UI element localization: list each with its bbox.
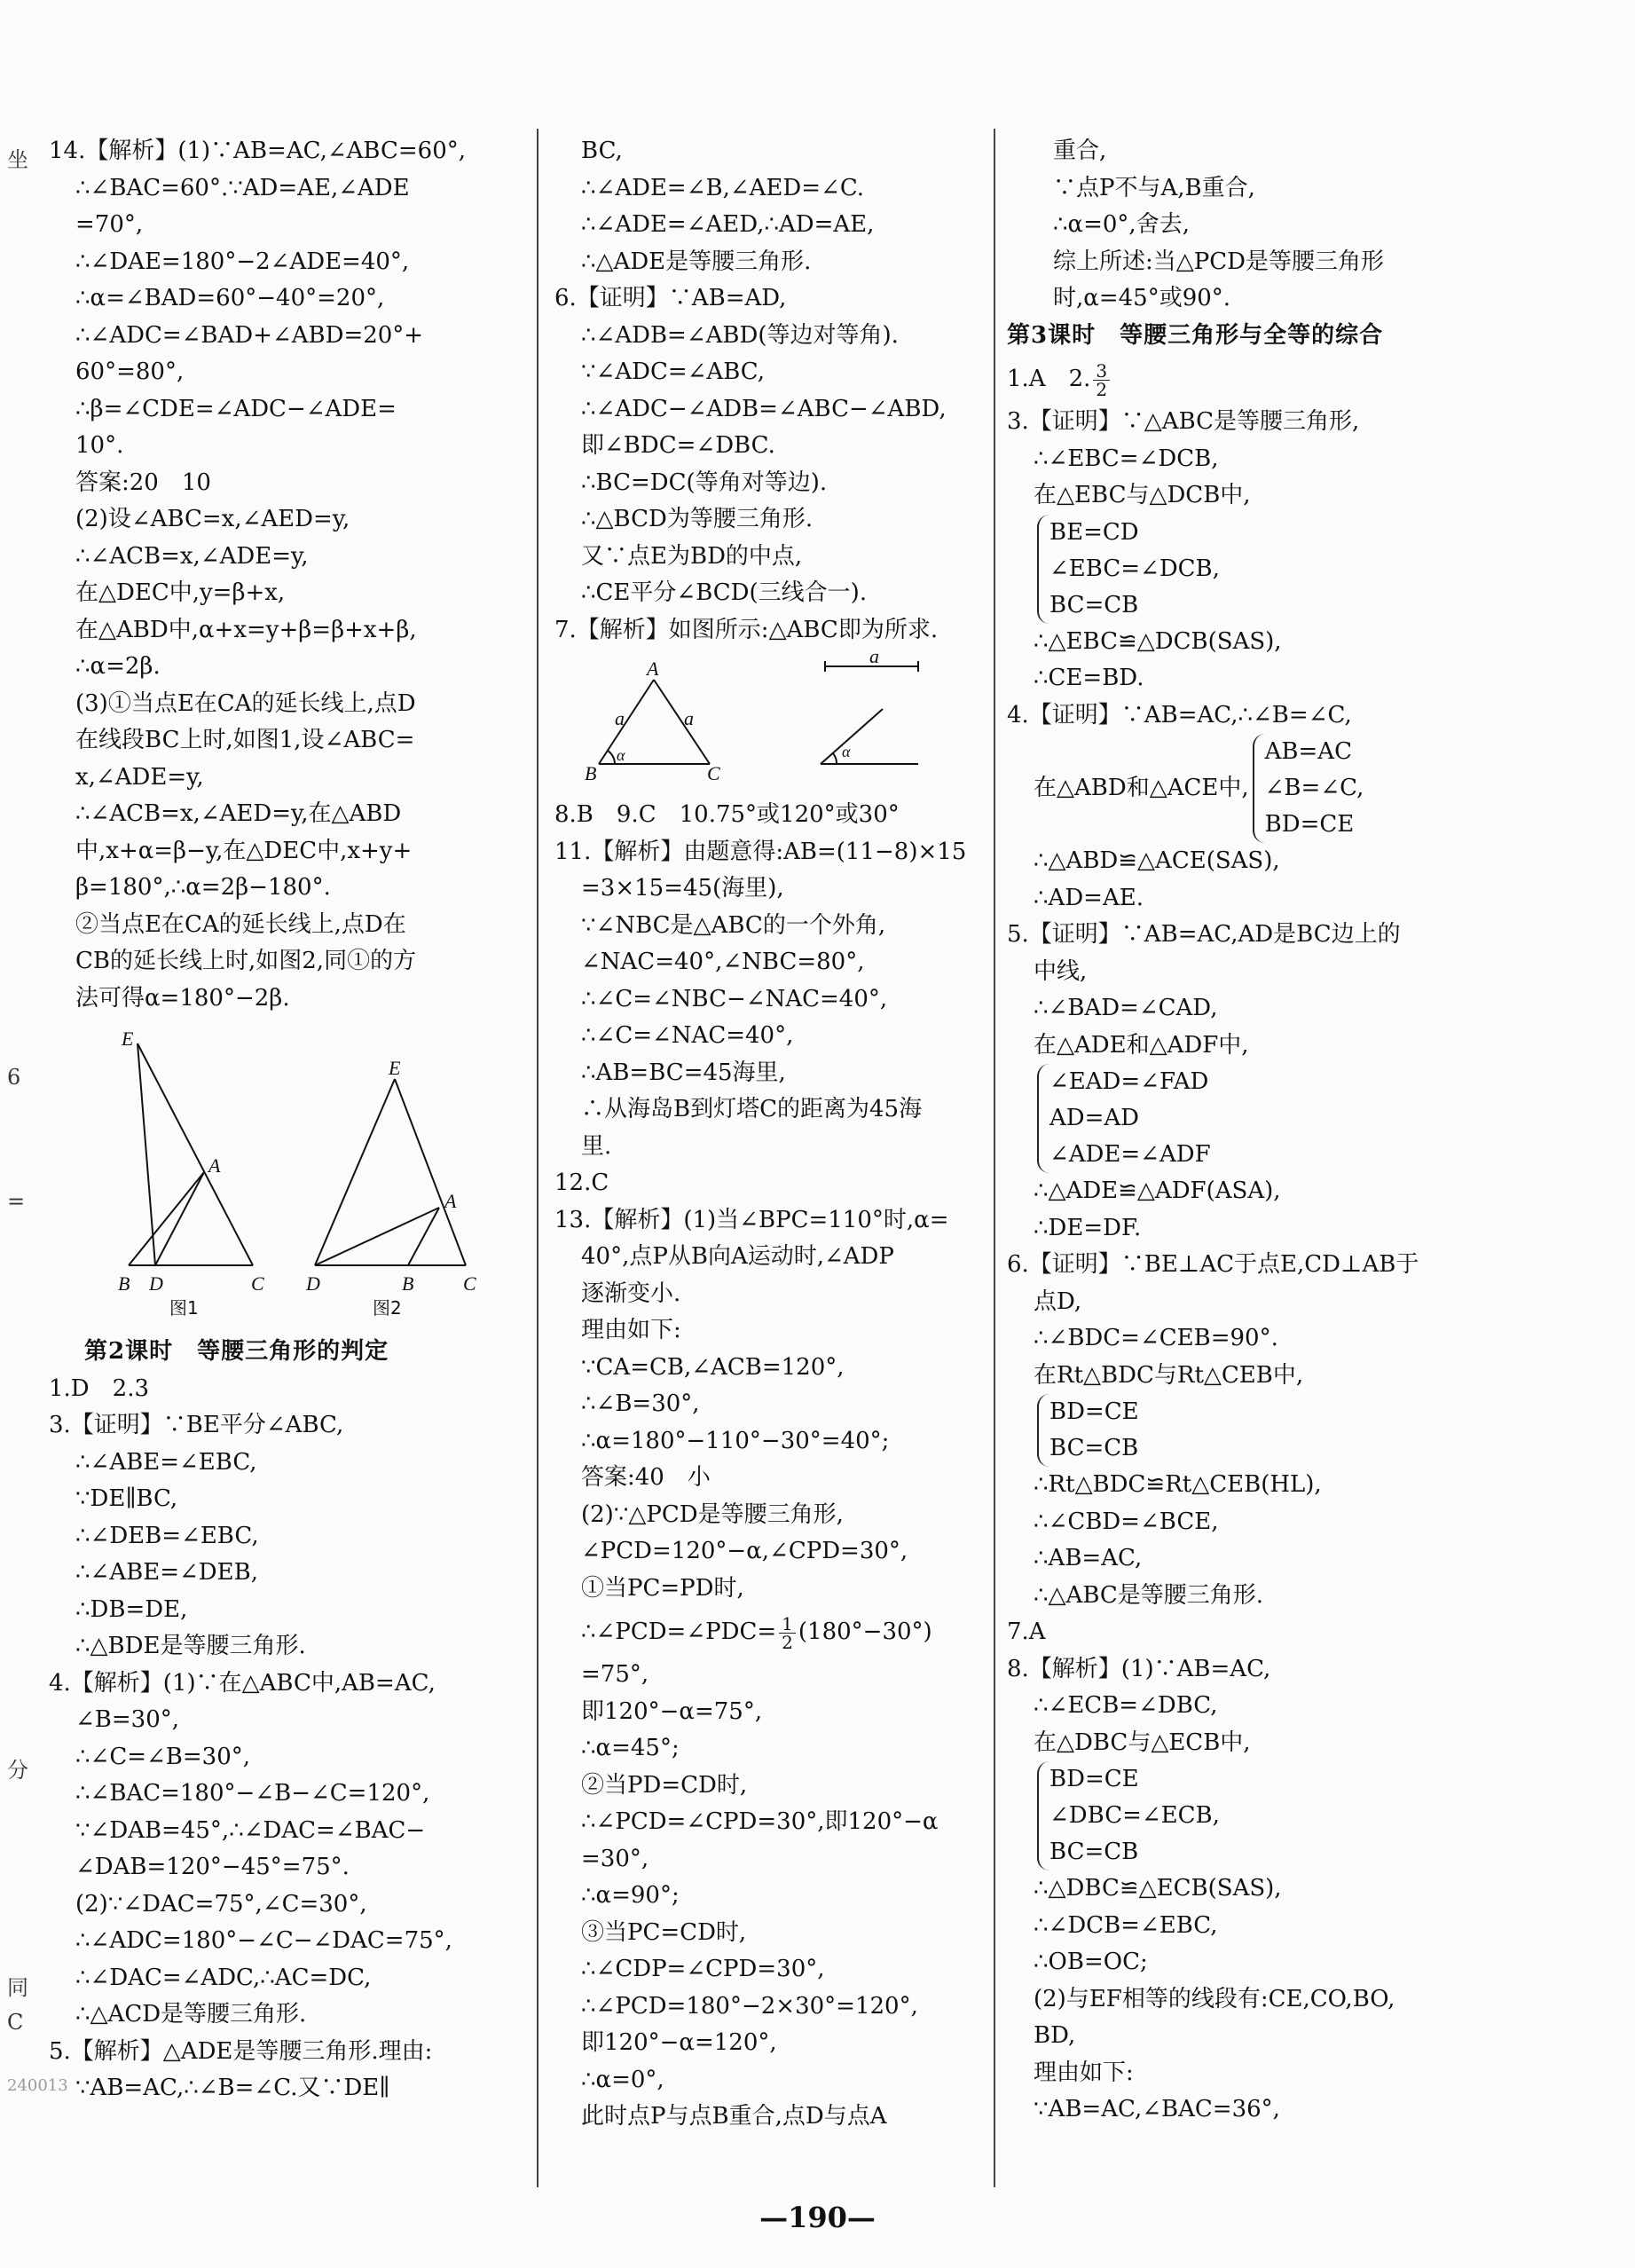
label-side-a: a (615, 707, 625, 729)
line-ab2 (408, 1208, 439, 1265)
column-divider (994, 129, 995, 2187)
label-d: D (306, 1272, 320, 1295)
text-line: ∴∠PCD=∠CPD=30°,即120°−α (581, 1808, 939, 1835)
text-line: 点D, (1034, 1288, 1082, 1315)
text-line: ∴△ADE是等腰三角形. (581, 248, 812, 275)
text-line: 40°,点P从B向A运动时,∠ADP (581, 1243, 894, 1270)
brace-line: BC=CB (1049, 1839, 1139, 1865)
fraction (1093, 359, 1110, 400)
text-line: ∴DE=DF. (1034, 1214, 1142, 1241)
text-line: ∴α=∠BAD=60°−40°=20°, (75, 285, 385, 311)
text-line: (2)∵△PCD是等腰三角形, (581, 1500, 844, 1528)
text-line: ∴∠DCB=∠EBC, (1034, 1911, 1218, 1939)
text-line: ∴∠C=∠NAC=40°, (581, 1022, 794, 1049)
text-line: ∴从海岛B到灯塔C的距离为45海 (581, 1096, 923, 1122)
text-line: ∵CA=CB,∠ACB=120°, (581, 1353, 845, 1381)
text-line: ∴∠BAC=180°−∠B−∠C=120°, (75, 1780, 430, 1807)
text-line: ∴α=2β. (75, 653, 161, 680)
text-line: ∴∠ECB=∠DBC, (1034, 1692, 1218, 1719)
figure-construction (554, 645, 989, 788)
text-line: ∵AB=AC,∠BAC=36°, (1034, 2096, 1280, 2122)
text-line: ①当PC=PD时, (581, 1574, 744, 1602)
section-title: 第2课时 等腰三角形的判定 (84, 1338, 389, 1365)
figure-label: 图1 (169, 1297, 199, 1319)
text-line: BD, (1034, 2022, 1076, 2049)
text-line: 14.【解析】(1)∵AB=AC,∠ABC=60°, (49, 138, 467, 164)
text-line: ∵点P不与A,B重合, (1053, 174, 1255, 201)
text-line: 中,x+α=β−y,在△DEC中,x+y+ (75, 837, 413, 864)
text-line: ∴∠ADC=180°−∠C−∠DAC=75°, (75, 1927, 452, 1954)
text-line: ∴α=0°,舍去, (1053, 211, 1190, 238)
text-line: ∴∠ADC=∠BAD+∠ABD=20°+ (75, 321, 424, 349)
text-line: ∴△DBC≌△ECB(SAS), (1034, 1875, 1282, 1902)
text-line: =70°, (75, 211, 144, 238)
label-e: E (389, 1057, 401, 1079)
text-line: BC, (581, 138, 623, 164)
text-line: 13.【解析】(1)当∠BPC=110°时,α= (554, 1206, 949, 1233)
text-line: (2)设∠ABC=x,∠AED=y, (75, 506, 350, 532)
text-line: ∴∠CDP=∠CPD=30°, (581, 1956, 825, 1982)
text-line: x,∠ADE=y, (75, 763, 204, 791)
text-line: ∴∠ADE=∠B,∠AED=∠C. (581, 174, 865, 201)
brace-line: AD=AD (1049, 1105, 1140, 1131)
text-line: ②当点E在CA的延长线上,点D在 (75, 910, 406, 938)
text-line: =30°, (581, 1845, 649, 1872)
brace-line: BD=CE (1049, 1398, 1139, 1425)
brace-group (1037, 1394, 1548, 1467)
text-line: (2)∵∠DAC=75°,∠C=30°, (75, 1890, 367, 1918)
text-line: ∴∠EBC=∠DCB, (1034, 445, 1219, 472)
text-line: 6.【证明】∵AB=AD, (554, 285, 787, 311)
line-ab (599, 680, 654, 764)
label-alpha: α (617, 746, 625, 764)
text-line: 重合, (1053, 138, 1107, 164)
text-line: ∵∠NBC是△ABC的一个外角, (581, 911, 886, 939)
brace-group (1037, 1761, 1548, 1870)
text-line: 4.【证明】∵AB=AC,∴∠B=∠C, (1007, 701, 1352, 728)
figure-label: 图2 (373, 1297, 402, 1319)
text-line: 12.C (554, 1169, 609, 1196)
geometry-figures (49, 1026, 492, 1319)
text-line: 7.【解析】如图所示:△ABC即为所求. (554, 616, 939, 643)
label-segment-a: a (869, 645, 879, 667)
text-line: ∴AD=AE. (1034, 884, 1144, 911)
text-line: ②当PD=CD时, (581, 1771, 748, 1799)
text-line: ∴∠PCD=180°−2×30°=120°, (581, 1992, 918, 2020)
edge-fragment: 240013 (7, 2076, 68, 2095)
text-line: ∴α=0°, (581, 2066, 664, 2093)
text-line: ∴∠C=∠NBC−∠NAC=40°, (581, 985, 888, 1012)
text-line: ③当PC=CD时, (581, 1918, 747, 1946)
text-line: 即∠BDC=∠DBC. (581, 432, 775, 459)
brace-line: ∠B=∠C, (1264, 775, 1364, 801)
text-line: ∴∠B=30°, (581, 1390, 700, 1417)
brace-line: ∠DBC=∠ECB, (1049, 1802, 1220, 1829)
text-line: 此时点P与点B重合,点D与点A (581, 2103, 887, 2130)
brace-line: AB=AC (1264, 738, 1352, 765)
text-line: ∠DAB=120°−45°=75°. (75, 1854, 350, 1880)
text-line: ∠NAC=40°,∠NBC=80°, (581, 949, 865, 975)
text-line: ∴DB=DE, (75, 1595, 188, 1623)
line-ed (138, 1043, 155, 1265)
text-line: 即120°−α=120°, (581, 2029, 777, 2056)
text-line: ∴∠ADB=∠ABD(等边对等角). (581, 321, 899, 349)
text-line: ∴△BCD为等腰三角形. (581, 506, 814, 532)
text-line: 在△ABD和△ACE中, (1034, 774, 1249, 801)
text-line: ∴∠BAC=60°.∵AD=AE,∠ADE (75, 174, 410, 201)
line-ac (654, 680, 710, 764)
text-line: 11.【解析】由题意得:AB=(11−8)×15 (554, 838, 967, 865)
construction-figure (554, 645, 980, 784)
text-line: ∴△BDE是等腰三角形. (75, 1633, 306, 1659)
label-c: C (707, 762, 720, 784)
label-b: B (585, 762, 597, 784)
label-a: A (444, 1190, 457, 1212)
label-a: A (208, 1154, 221, 1177)
text-line: 7.A (1007, 1618, 1046, 1645)
line-ec2 (395, 1079, 466, 1265)
text-line: ∵∠ADC=∠ABC, (581, 358, 766, 385)
text-line: ∴△ADE≌△ADF(ASA), (1034, 1177, 1281, 1204)
text-line: ∵AB=AC,∴∠B=∠C.又∵DE∥ (75, 2075, 390, 2101)
text-line: (2)与EF相等的线段有:CE,CO,BO, (1034, 1985, 1395, 2012)
text-line: 1.D 2.3 (49, 1374, 150, 1402)
edge-fragment: 同 (7, 1975, 28, 2000)
column-1 (49, 133, 523, 2107)
column-divider (537, 129, 538, 2187)
text-line: ∴∠ABE=∠DEB, (75, 1559, 258, 1586)
fraction-line-post: (180°−30°) (798, 1618, 932, 1645)
edge-fragment: 坐 (7, 147, 28, 172)
text-line: ∴∠BDC=∠CEB=90°. (1034, 1325, 1278, 1351)
fraction-numerator: 1 (779, 1615, 796, 1634)
brace-line: ∠EBC=∠DCB, (1049, 555, 1220, 582)
text-line: ∴∠DAC=∠ADC,∴AC=DC, (75, 1964, 372, 1991)
text-line: 4.【解析】(1)∵在△ABC中,AB=AC, (49, 1669, 436, 1697)
fraction (779, 1612, 796, 1653)
brace-line: BD=CE (1264, 811, 1355, 838)
text-line: ∴∠C=∠B=30°, (75, 1743, 251, 1770)
text-line: ∴CE平分∠BCD(三线合一). (581, 579, 868, 606)
text-line: 在线段BC上时,如图1,设∠ABC= (75, 727, 415, 753)
given-angle-side (821, 709, 883, 764)
label-b: B (402, 1272, 414, 1295)
edge-fragment: = (7, 1189, 26, 1214)
text-line: ∴△ABD≌△ACE(SAS), (1034, 847, 1280, 874)
text-line: ∴∠ADE=∠AED,∴AD=AE, (581, 211, 875, 238)
answers-text: 1.A 2. (1007, 366, 1091, 392)
text-line: 8.B 9.C 10.75°或120°或30° (554, 801, 900, 828)
figures-1-2 (49, 1026, 523, 1325)
text-line: 里. (581, 1132, 612, 1160)
answer-line: 答案:20 10 (75, 469, 211, 496)
label-e: E (122, 1028, 134, 1050)
text-line: 在Rt△BDC与Rt△CEB中, (1034, 1361, 1304, 1389)
text-line: ∴∠DEB=∠EBC, (75, 1522, 259, 1549)
line-ed2 (315, 1079, 395, 1265)
brace-group (1253, 734, 1364, 843)
text-line: β=180°,∴α=2β−180°. (75, 874, 331, 901)
text-line: 5.【证明】∵AB=AC,AD是BC边上的 (1007, 921, 1401, 948)
text-line: 法可得α=180°−2β. (75, 984, 290, 1012)
text-line: ∴CE=BD. (1034, 665, 1144, 691)
edge-fragment: C (7, 2010, 24, 2035)
edge-fragment: 6 (7, 1065, 21, 1090)
text-line: ∴△ABC是等腰三角形. (1034, 1581, 1264, 1609)
text-line: 时,α=45°或90°. (1053, 285, 1231, 311)
brace-line: ∠EAD=∠FAD (1049, 1068, 1209, 1095)
text-line: 综上所述:当△PCD是等腰三角形 (1053, 248, 1384, 275)
angle-arc (833, 753, 837, 764)
text-line: ∴∠DAE=180°−2∠ADE=40°, (75, 248, 410, 275)
text-line: ∴OB=OC; (1034, 1949, 1148, 1975)
text-line: 3.【证明】∵BE平分∠ABC, (49, 1412, 344, 1438)
text-line: ∴BC=DC(等角对等边). (581, 469, 828, 496)
text-line: ∴AB=BC=45海里, (581, 1059, 786, 1086)
label-side-a: a (684, 707, 694, 729)
text-line: ∴∠CBD=∠BCE, (1034, 1508, 1219, 1535)
text-line: 在△ABD中,α+x=y+β=β+x+β, (75, 616, 417, 643)
label-b: B (118, 1272, 130, 1295)
text-line: ∴β=∠CDE=∠ADC−∠ADE= (75, 395, 397, 422)
label-alpha: α (842, 743, 851, 760)
text-line: 10°. (75, 432, 124, 459)
text-line: CB的延长线上时,如图2,同①的方 (75, 948, 417, 974)
column-3 (1007, 133, 1548, 2129)
text-line: ∴Rt△BDC≌Rt△CEB(HL), (1034, 1471, 1322, 1498)
text-line: ∴∠ADC−∠ADB=∠ABC−∠ABD, (581, 395, 947, 422)
text-line: 中线, (1034, 957, 1088, 985)
text-line: ∠B=30°, (75, 1706, 180, 1733)
page-number: —190— (759, 2201, 876, 2234)
text-line: ∴∠BAD=∠CAD, (1034, 995, 1218, 1021)
line-ab (129, 1172, 204, 1265)
q4-system (1007, 734, 1548, 843)
brace-group (1037, 515, 1548, 624)
column-2 (554, 133, 989, 2136)
text-line: ∴△EBC≌△DCB(SAS), (1034, 627, 1282, 655)
answers-1-2 (1007, 354, 1548, 404)
text-line: ∴∠ACB=x,∠AED=y,在△ABD (75, 800, 402, 827)
text-line: ∵∠DAB=45°,∴∠DAC=∠BAC− (75, 1816, 426, 1844)
brace-line: BC=CB (1049, 591, 1139, 618)
answer-line: 答案:40 小 (581, 1464, 711, 1491)
fraction-numerator: 3 (1093, 362, 1110, 381)
text-line: ∴∠ACB=x,∠ADE=y, (75, 542, 309, 570)
text-line: 6.【证明】∵BE⊥AC于点E,CD⊥AB于 (1007, 1251, 1419, 1278)
text-line: 理由如下: (1034, 2059, 1134, 2086)
text-line: 3.【证明】∵△ABC是等腰三角形, (1007, 408, 1360, 435)
fraction-denominator: 2 (1096, 378, 1108, 400)
brace-line: BE=CD (1049, 518, 1139, 546)
text-line: =3×15=45(海里), (581, 875, 784, 902)
fraction-line-pre: ∴∠PCD=∠PDC= (581, 1618, 777, 1645)
text-line: 在△ADE和△ADF中, (1034, 1031, 1249, 1059)
brace-line: BD=CE (1049, 1766, 1139, 1792)
text-line: ∠PCD=120°−α,∠CPD=30°, (581, 1538, 908, 1564)
angle-arc (608, 751, 615, 764)
fraction-line (554, 1607, 989, 1657)
text-line: 又∵点E为BD的中点, (581, 542, 803, 570)
text-line: ∴△ACD是等腰三角形. (75, 2001, 307, 2028)
text-line: (3)①当点E在CA的延长线上,点D (75, 689, 416, 717)
line-ad (155, 1172, 204, 1265)
brace-group (1037, 1064, 1548, 1173)
section-title: 第3课时 等腰三角形与全等的综合 (1007, 321, 1384, 349)
text-line: ∴α=180°−110°−30°=40°; (581, 1427, 890, 1454)
text-line: 即120°−α=75°, (581, 1697, 763, 1725)
text-line: =75°, (581, 1661, 649, 1688)
text-line: ∵DE∥BC, (75, 1485, 178, 1512)
text-line: 在△DEC中,y=β+x, (75, 579, 286, 606)
text-line: 在△DBC与△ECB中, (1034, 1729, 1251, 1756)
label-d: D (149, 1272, 163, 1295)
text-line: 理由如下: (581, 1317, 681, 1343)
label-c: C (251, 1272, 264, 1295)
text-line: 逐渐变小. (581, 1280, 681, 1307)
brace-line: BC=CB (1049, 1435, 1139, 1461)
text-line: 60°=80°, (75, 358, 185, 385)
text-line: 5.【解析】△ADE是等腰三角形.理由: (49, 2037, 433, 2065)
line-da2 (315, 1208, 439, 1265)
text-line: ∴∠ABE=∠EBC, (75, 1448, 257, 1476)
label-a: A (647, 658, 659, 680)
brace-line: ∠ADE=∠ADF (1049, 1141, 1211, 1168)
text-line: ∴α=90°; (581, 1882, 680, 1909)
fraction-denominator: 2 (782, 1631, 793, 1653)
edge-fragment: 分 (7, 1758, 28, 1783)
text-line: 在△EBC与△DCB中, (1034, 482, 1251, 508)
text-line: ∴α=45°; (581, 1735, 680, 1761)
text-line: ∴AB=AC, (1034, 1545, 1143, 1571)
label-c: C (463, 1272, 476, 1295)
text-line: 8.【解析】(1)∵AB=AC, (1007, 1655, 1271, 1682)
